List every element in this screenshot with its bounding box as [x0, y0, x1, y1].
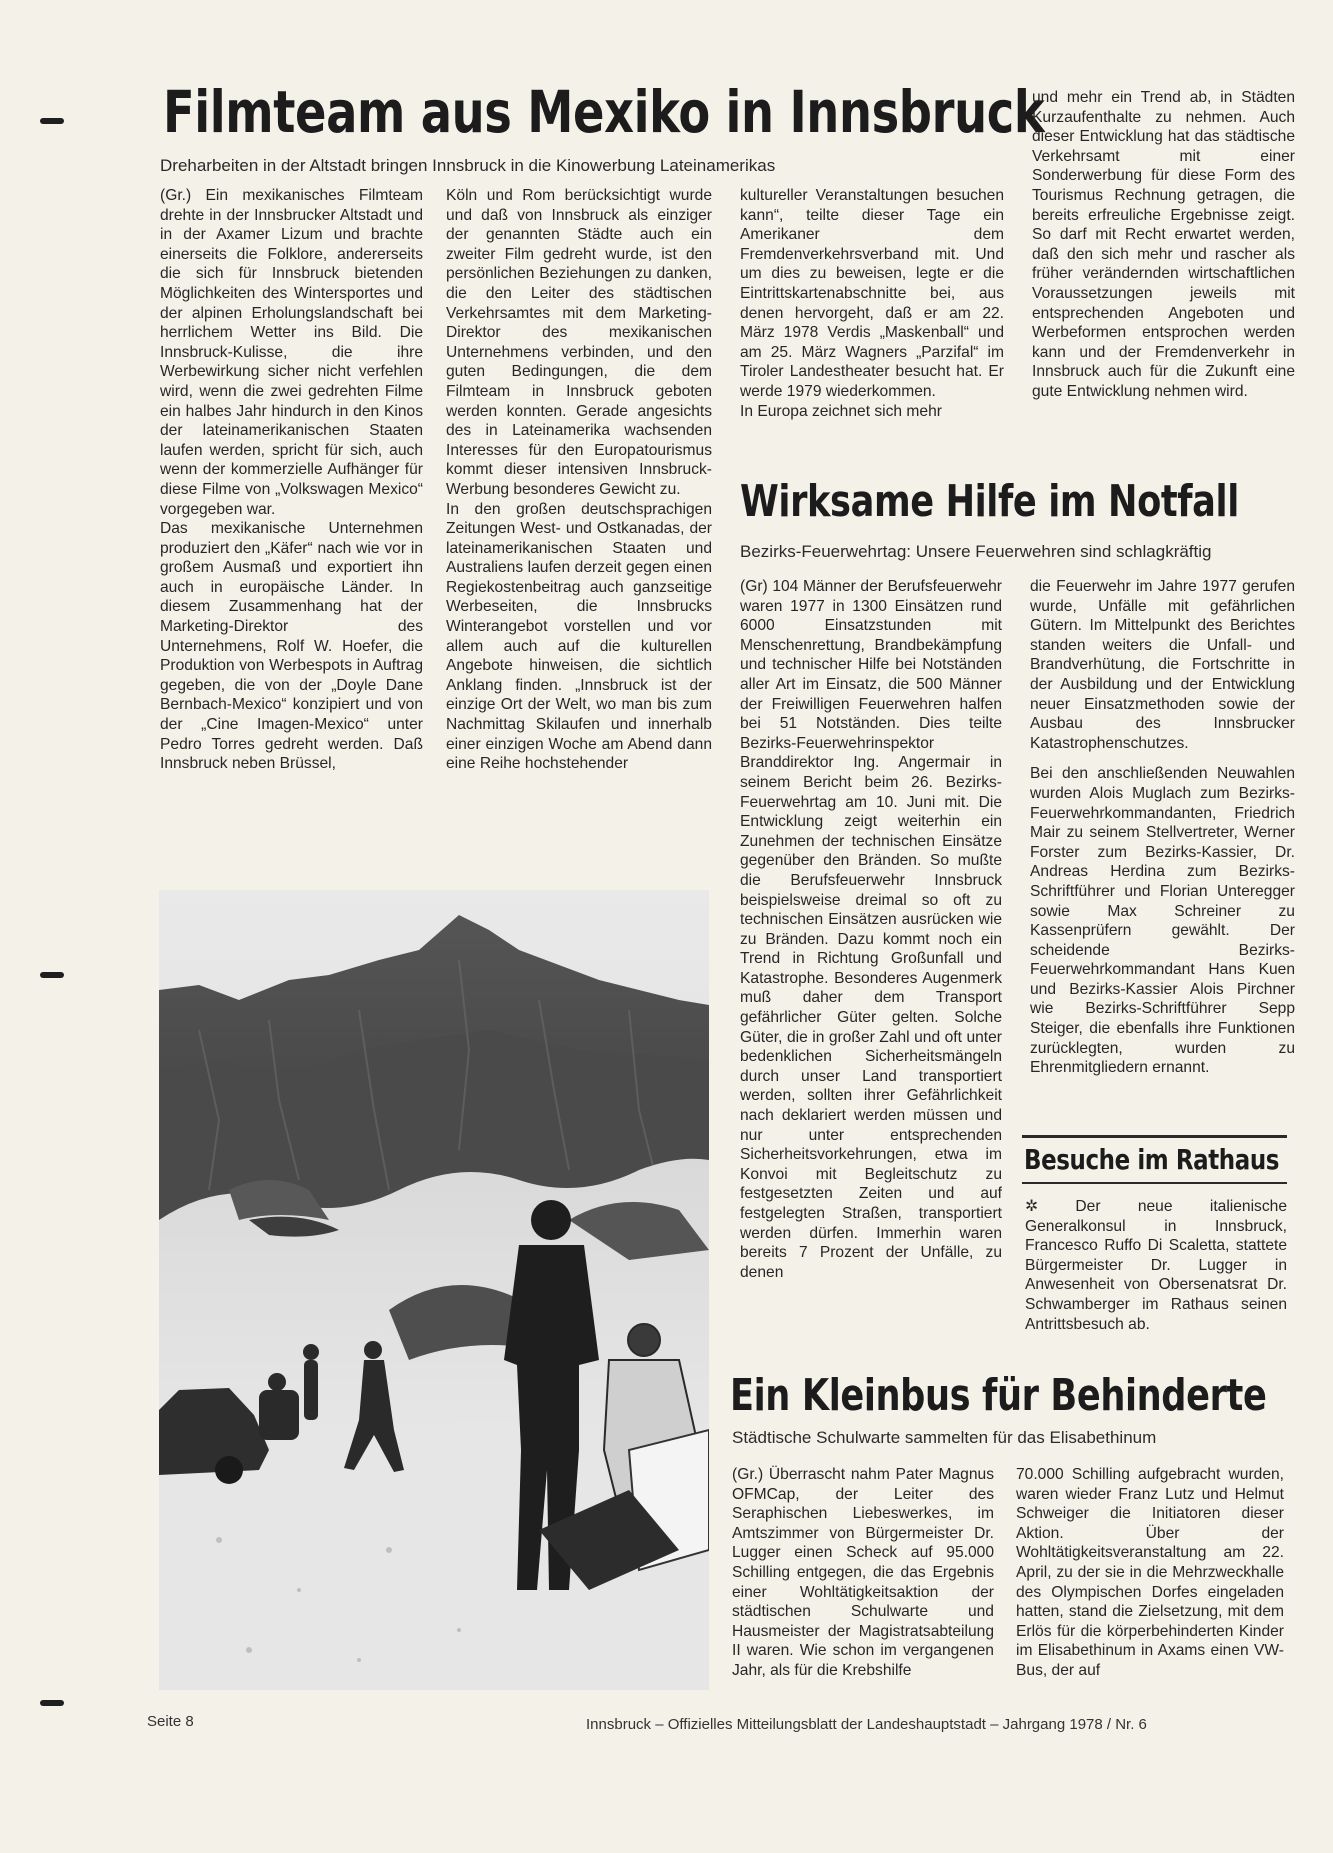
paragraph: (Gr) 104 Männer der Berufsfeuerwehr waren 1977 in 1300 Einsätzen rund 6000 Einsatzstunden mit Menschenrettung, Brandbekämpfung und technischer Hilfe bei Notständen aller Art im Einsatz, die 500 Männer der Freiwilligen Feuerwehren halfen bei 51 Notständen. Dies teilte Bezirks-Feuerwehrinspektor Branddirektor Ing. Angermair in seinem Bericht beim 26. Bezirks-Feuerwehrtag am 10. Juni mit. Die Entwicklung zeigt weiterhin ein Zunehmen der technischen Einsätze gegenüber den Bränden. So mußte die Berufsfeuerwehr Innsbruck beispielsweise dreimal so oft zu technischen Einsätzen ausrücken wie zu Bränden. Dazu kommt noch ein Trend in Richtung Großunfall und Katastrophe. Besonderes Augenmerk muß daher dem Transport gefährlicher Güter gelten. Solche Güter, die in großer Zahl und oft unter bedenklichen Sicherheitsmängeln durch unser Land transportiert werden, sollten ihrer Gefährlichkeit nach deklariert werden müssen und nur unter entsprechenden Sicherheitsvorkehrungen, etwa im Konvoi mit Begleitschutz zu festgesetzten Zeiten und auf festgelegten Straßen, transportiert werden dürfen. Immerhin waren bereits 7 Prozent der Unfälle, zu denen — [740, 578, 1002, 1281]
binder-mark — [40, 1700, 64, 1706]
article2-title: Wirksame Hilfe im Notfall — [740, 476, 1239, 527]
paragraph: (Gr.) Überrascht nahm Pater Magnus OFMCap, der Leiter des Seraphischen Liebeswerkes, im Amtszimmer von Bürgermeister Dr. Lugger einen Scheck auf 95.000 Schilling entgegen, die das Ergebnis einer Wohltätigkeitsaktion der städtischen Schulwarte und Hausmeister der Magistratsabteilung II waren. Wie schon im vergangenen Jahr, als für die Krebshilfe — [732, 1466, 994, 1679]
article1-col1 — [160, 186, 423, 774]
article2-col1 — [740, 577, 1002, 1282]
paragraph: In den großen deutschsprachigen Zeitungen West- und Ostkanadas, der lateinamerikanischen Staaten und Australiens laufen derzeit gegen einen Regiekostenbeitrag auch ganzseitige Werbeseiten, die Innsbrucks Winterangebot vorstellen und vor allem auch auf die kulturellen Angebote hinweisen, die sichtlich Anklang finden. „Innsbruck ist der einzige Ort der Welt, wo man bis zum Nachmittag Skilaufen und innerhalb einer einzigen Woche am Abend dann eine Reihe hochstehender — [446, 500, 712, 773]
paragraph: die Feuerwehr im Jahre 1977 gerufen wurde, Unfälle mit gefährlichen Gütern. Im Mittelpunkt des Berichtes standen weiters die Unfall- und Brandverhütung, die Fortschritte in der Ausbildung und der Entwicklung neuer Einsatzmethoden sowie der Ausbau des Innsbrucker Katastrophenschutzes. — [1030, 578, 1295, 752]
article1-title: Filmteam aus Mexiko in Innsbruck — [163, 78, 1045, 146]
publication-line: Innsbruck – Offizielles Mitteilungsblatt der Landeshauptstadt – Jahrgang 1978 / Nr. 6 — [586, 1716, 1147, 1733]
paragraph: In Europa zeichnet sich mehr — [740, 402, 942, 420]
paragraph: Das mexikanische Unternehmen produziert den „Käfer“ nach wie vor in großem Ausmaß und exportiert ihn auch in europäische Länder. In diesem Zusammenhang hat der Marketing-Direktor des Unternehmens, Rolf W. Hoefer, die Produktion von Werbespots in Auftrag gegeben, die von der „Doyle Dane Bernbach-Mexico“ konzipiert und von der „Cine Imagen-Mexico“ unter Pedro Torres gedreht werden. Daß Innsbruck neben Brüssel, — [160, 520, 423, 773]
page-number: Seite 8 — [147, 1713, 194, 1730]
mountain-scene-image — [159, 890, 709, 1690]
box-rule-bottom — [1022, 1182, 1287, 1184]
paragraph: und mehr ein Trend ab, in Städten Kurzaufenthalte zu nehmen. Auch dieser Entwicklung hat das städtische Verkehrsamt mit einer Sonderwerbung für diese Form des Tourismus Rechnung getragen, die bereits erfreuliche Ergebnisse zeigt. So darf mit Recht erwartet werden, daß den sich mehr und rascher als früher verändernden wirtschaftlichen Voraussetzungen jeweils mit entsprechenden Angeboten und Werbeformen entsprochen werden kann und der Fremdenverkehr in Innsbruck auch für die Zukunft eine gute Entwicklung nehmen wird. — [1032, 89, 1295, 400]
paragraph: ✲ Der neue italienische Generalkonsul in Innsbruck, Francesco Ruffo Di Scaletta, stattete Bürgermeister Dr. Lugger in Anwesenheit von Obersenatsrat Dr. Schwamberger im Rathaus seinen Antrittsbesuch ab. — [1025, 1198, 1287, 1333]
article2-col2 — [1030, 577, 1295, 1078]
binder-mark — [40, 972, 64, 978]
article3-col1 — [732, 1465, 994, 1681]
paragraph: Köln und Rom berücksichtigt wurde und daß von Innsbruck als einziger der genannten Städte auch ein zweiter Film gedreht wurde, ist den persönlichen Beziehungen zu danken, die den Leiter des städtischen Verkehrsamtes mit dem Marketing-Direktor des mexikanischen Unternehmens verbinden, und den guten Bedingungen, die dem Filmteam in Innsbruck geboten werden konnten. Gerade angesichts des in Lateinamerika wachsenden Interesses für den Europatourismus kommt dieser intensiven Innsbruck-Werbung besonderes Gewicht zu. — [446, 187, 712, 498]
article1-subtitle: Dreharbeiten in der Altstadt bringen Innsbruck in die Kinowerbung Lateinamerikas — [160, 156, 776, 175]
box-title: Besuche im Rathaus — [1024, 1143, 1280, 1176]
paragraph: 70.000 Schilling aufgebracht wurden, waren wieder Franz Lutz und Helmut Schweiger die Initiatoren dieser Aktion. Über der Wohltätigkeitsveranstaltung am 22. April, zu der sie in die Mehrzweckhalle des Olympischen Dorfes eingeladen hatten, stand die Zielsetzung, mit dem Erlös für die körperbehinderten Kinder im Elisabethinum in Axams einen VW-Bus, der auf — [1016, 1466, 1284, 1679]
paragraph: kultureller Veranstaltungen besuchen kann“, teilte dieser Tage ein Amerikaner dem Fremdenverkehrsverband mit. Und um dies zu beweisen, legte er die Eintrittskartenabschnitte bei, aus denen hervorgeht, daß er am 22. März 1978 Verdis „Maskenball“ und am 25. März Wagners „Parzifal“ im Tiroler Landestheater besucht hat. Er werde 1979 wiederkommen. — [740, 187, 1004, 400]
paragraph: (Gr.) Ein mexikanisches Filmteam drehte in der Innsbrucker Altstadt und in der Axamer Lizum und brachte einerseits die Folklore, andererseits die sich für Innsbruck bietenden Möglichkeiten des Wintersportes und der alpinen Erholungslandschaft bei herrlichem Wetter ins Bild. Die Innsbruck-Kulisse, die ihre Werbewirkung sicher nicht verfehlen wird, wenn die zwei gedrehten Filme ein halbes Jahr hindurch in den Kinos der lateinamerikanischen Staaten laufen werden, spricht für sich, auch wenn der kommerzielle Aufhänger für diese Filme von „Volkswagen Mexico“ vorgegeben war. — [160, 187, 423, 518]
article3-title: Ein Kleinbus für Behinderte — [730, 1370, 1267, 1421]
film-team-photo — [159, 890, 709, 1690]
box-rule-top — [1022, 1135, 1287, 1138]
article2-subtitle: Bezirks-Feuerwehrtag: Unsere Feuerwehren sind schlagkräftig — [740, 542, 1212, 561]
box-text — [1025, 1197, 1287, 1334]
article3-subtitle: Städtische Schulwarte sammelten für das Elisabethinum — [732, 1428, 1157, 1447]
paragraph: Bei den anschließenden Neuwahlen wurden Alois Muglach zum Bezirks-Feuerwehrkommandanten, Friedrich Mair zu seinem Stellvertreter, Werner Forster zum Bezirks-Kassier, Dr. Andreas Herdina zum Bezirks-Schriftführer und Florian Unteregger sowie Max Schreiner zu Kassenprüfern gewählt. Der scheidende Bezirks-Feuerwehrkommandant Hans Kuen und Bezirks-Kassier Alois Pirchner wie Bezirks-Schriftführer Sepp Steiger, die ebenfalls ihre Funktionen zurücklegten, wurden zu Ehrenmitgliedern ernannt. — [1030, 765, 1295, 1077]
article3-col2 — [1016, 1465, 1284, 1681]
article1-col2 — [446, 186, 712, 774]
article1-col4 — [1032, 88, 1295, 402]
article1-col3 — [740, 186, 1004, 421]
binder-mark — [40, 118, 64, 124]
